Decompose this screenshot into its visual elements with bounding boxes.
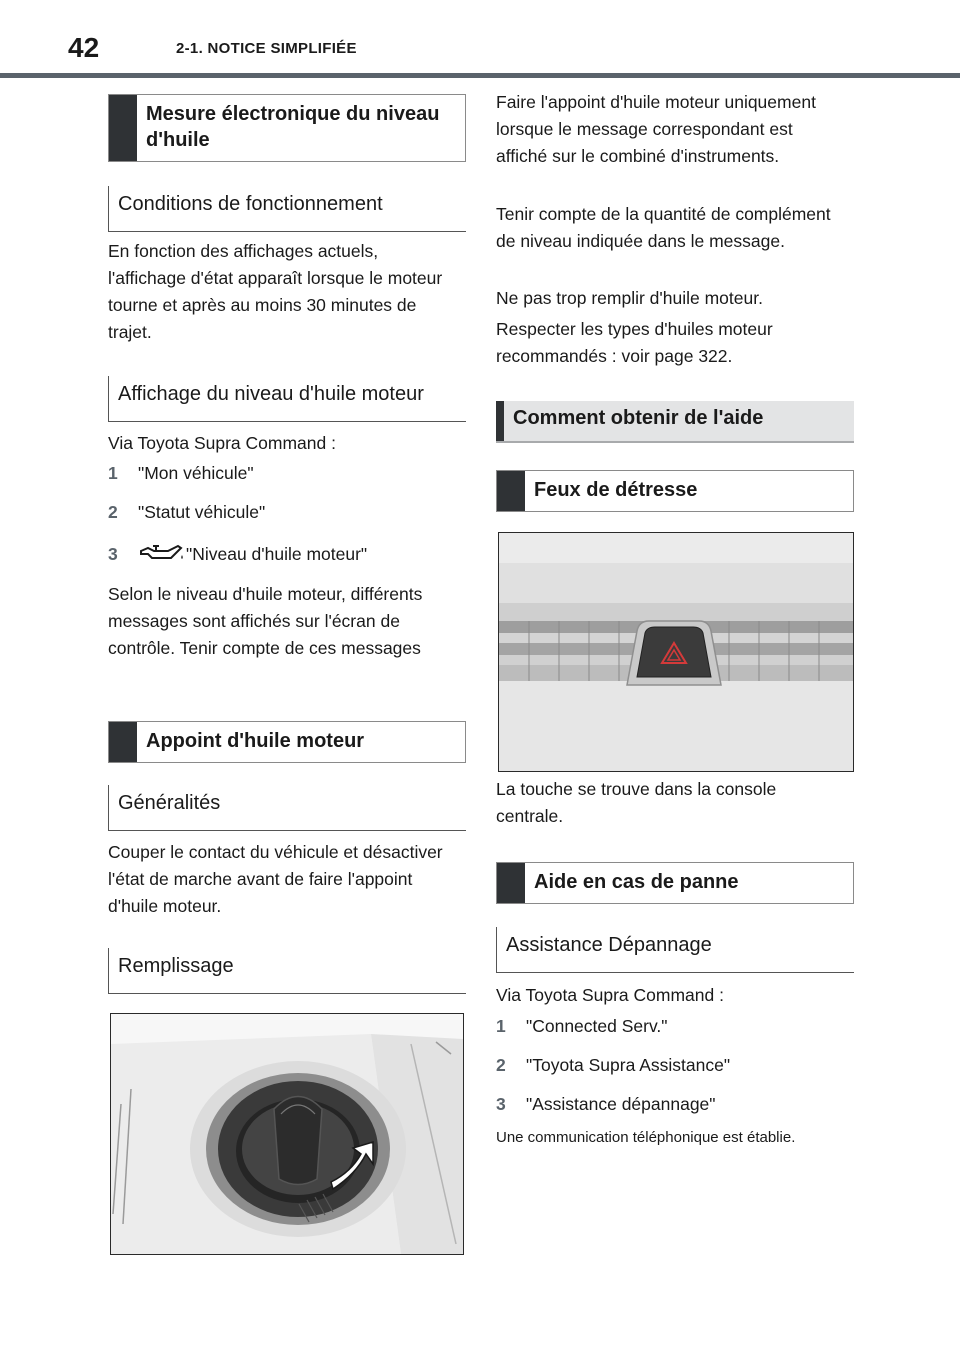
- figure-oil-filler-cap: [110, 1013, 464, 1255]
- paragraph-couper: Couper le contact du véhicule et désactiver l'état de marche avant de faire l'appoint d'huile moteur.: [108, 842, 443, 916]
- step-1-left: 1 "Mon véhicule": [108, 463, 254, 483]
- heading-aide-panne: [496, 862, 854, 904]
- heading-mesure-text: Mesure électronique du niveau d'huile: [146, 103, 440, 151]
- step-2-right: 2 "Toyota Supra Assistance": [496, 1055, 731, 1075]
- paragraph-conditions: En fonction des affichages actuels, l'affichage d'état apparaît lorsque le moteur tourne et après au moins 30 minutes de trajet.: [108, 241, 443, 342]
- oil-can-icon: [138, 542, 184, 564]
- step-3-right: 3 "Assistance dépannage": [496, 1094, 716, 1114]
- page-header: [0, 0, 960, 80]
- paragraph-via-right: Via Toyota Supra Command :: [496, 985, 724, 1005]
- section-label: 2-1. NOTICE SIMPLIFIÉE: [176, 40, 357, 57]
- oil-filler-cap-illustration: [111, 1014, 463, 1254]
- heading-appoint-text: Appoint d'huile moteur: [146, 730, 365, 752]
- heading-comment-obtenir: Comment obtenir de l'aide: [496, 401, 854, 441]
- step-2-left: 2 "Statut véhicule": [108, 502, 266, 522]
- paragraph-touche: La touche se trouve dans la console centrale.: [496, 779, 777, 826]
- heading-feux-text: Feux de détresse: [534, 479, 698, 501]
- paragraph-respecter: Respecter les types d'huiles moteur recommandés : voir page 322.: [496, 319, 773, 366]
- step-3-left: 3 "Niveau d'huile moteur": [108, 544, 368, 564]
- paragraph-tenir: Tenir compte de la quantité de complément de niveau indiquée dans le message.: [496, 204, 831, 251]
- hazard-switch-illustration: [499, 533, 853, 771]
- paragraph-selon: Selon le niveau d'huile moteur, différents messages sont affichés sur l'écran de contrôle. Tenir compte de ces messages: [108, 584, 423, 658]
- subheading-generalites: Généralités: [108, 785, 466, 831]
- step-1-right: 1 "Connected Serv.": [496, 1016, 668, 1036]
- paragraph-faire: Faire l'appoint d'huile moteur uniquement lorsque le message correspondant est affiché sur le combiné d'instruments.: [496, 92, 816, 166]
- subheading-assistance: Assistance Dépannage: [496, 927, 854, 973]
- heading-feux-detresse: [496, 470, 854, 512]
- header-rule: [0, 73, 960, 78]
- subheading-remplissage: Remplissage: [108, 948, 466, 994]
- page-number: 42: [68, 32, 100, 63]
- heading-mesure-electronique: [108, 94, 466, 162]
- paragraph-communication: Une communication téléphonique est établie.: [496, 1129, 796, 1146]
- paragraph-ne-pas: Ne pas trop remplir d'huile moteur.: [496, 288, 763, 308]
- heading-appoint: [108, 721, 466, 763]
- paragraph-via-left: Via Toyota Supra Command :: [108, 433, 336, 453]
- subheading-affichage: Affichage du niveau d'huile moteur: [108, 376, 466, 422]
- heading-aide-text: Aide en cas de panne: [534, 871, 739, 893]
- figure-hazard-button: [498, 532, 854, 772]
- subheading-conditions: Conditions de fonctionnement: [108, 186, 466, 232]
